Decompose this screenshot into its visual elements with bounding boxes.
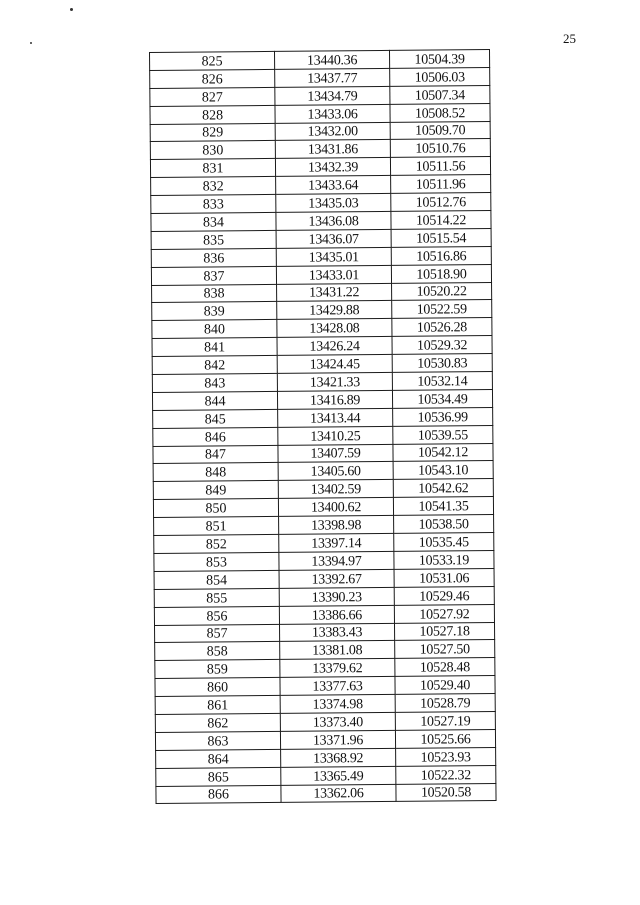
point-number-cell: 828	[150, 105, 275, 124]
x-coordinate-cell: 13377.63	[280, 677, 395, 696]
point-number-cell: 827	[150, 87, 275, 106]
y-coordinate-cell: 10511.56	[390, 157, 490, 176]
point-number-cell: 851	[154, 517, 279, 536]
point-number-cell: 841	[152, 338, 277, 357]
y-coordinate-cell: 10527.19	[395, 711, 495, 730]
scan-speck	[70, 8, 73, 11]
point-number-cell: 846	[153, 427, 278, 446]
point-number-cell: 859	[155, 660, 280, 679]
scan-speck	[30, 42, 32, 44]
point-number-cell: 853	[154, 552, 279, 571]
table-row	[151, 228, 491, 249]
x-coordinate-cell: 13410.25	[278, 426, 393, 445]
y-coordinate-cell: 10527.50	[395, 640, 495, 659]
y-coordinate-cell: 10531.06	[394, 568, 494, 587]
x-coordinate-cell: 13431.86	[275, 140, 390, 159]
y-coordinate-cell: 10507.34	[390, 85, 490, 104]
y-coordinate-cell: 10526.28	[392, 318, 492, 337]
table-row	[152, 336, 492, 357]
x-coordinate-cell: 13429.88	[277, 301, 392, 320]
y-coordinate-cell: 10515.54	[391, 228, 491, 247]
point-number-cell: 852	[154, 534, 279, 553]
table-row	[150, 121, 490, 142]
table-row	[155, 729, 495, 750]
table-row	[151, 175, 491, 196]
y-coordinate-cell: 10518.90	[391, 264, 491, 283]
table-row	[153, 497, 493, 518]
table-row	[154, 550, 494, 571]
table-row	[154, 586, 494, 607]
point-number-cell: 860	[155, 678, 280, 697]
y-coordinate-cell: 10543.10	[393, 461, 493, 480]
y-coordinate-cell: 10506.03	[390, 67, 490, 86]
table-row	[156, 783, 496, 804]
y-coordinate-cell: 10522.59	[392, 300, 492, 319]
x-coordinate-cell: 13435.01	[276, 247, 391, 266]
y-coordinate-cell: 10509.70	[390, 121, 490, 140]
point-number-cell: 833	[151, 195, 276, 214]
point-number-cell: 857	[155, 624, 280, 643]
x-coordinate-cell: 13428.08	[277, 319, 392, 338]
y-coordinate-cell: 10536.99	[393, 407, 493, 426]
y-coordinate-cell: 10542.62	[393, 479, 493, 498]
x-coordinate-cell: 13434.79	[275, 86, 390, 105]
y-coordinate-cell: 10527.92	[394, 604, 494, 623]
x-coordinate-cell: 13368.92	[281, 748, 396, 767]
point-number-cell: 842	[152, 356, 277, 375]
y-coordinate-cell: 10523.93	[396, 747, 496, 766]
table-row	[152, 372, 492, 393]
x-coordinate-cell: 13432.39	[275, 158, 390, 177]
table-row	[154, 533, 494, 554]
table-row	[155, 676, 495, 697]
point-number-cell: 858	[155, 642, 280, 661]
point-number-cell: 831	[150, 159, 275, 178]
table-row	[151, 264, 491, 285]
table-row	[155, 711, 495, 732]
table-row	[150, 85, 490, 106]
y-coordinate-cell: 10529.40	[395, 676, 495, 695]
y-coordinate-cell: 10533.19	[394, 550, 494, 569]
x-coordinate-cell: 13437.77	[275, 68, 390, 87]
x-coordinate-cell: 13365.49	[281, 766, 396, 785]
point-number-cell: 837	[151, 266, 276, 285]
x-coordinate-cell: 13381.08	[280, 641, 395, 660]
x-coordinate-cell: 13379.62	[280, 659, 395, 678]
x-coordinate-cell: 13433.01	[276, 265, 391, 284]
x-coordinate-cell: 13432.00	[275, 122, 390, 141]
x-coordinate-cell: 13433.06	[275, 104, 390, 123]
y-coordinate-cell: 10532.14	[392, 372, 492, 391]
x-coordinate-cell: 13426.24	[277, 337, 392, 356]
point-number-cell: 832	[151, 177, 276, 196]
table-row	[153, 407, 493, 428]
y-coordinate-cell: 10538.50	[394, 515, 494, 534]
y-coordinate-cell: 10522.32	[396, 765, 496, 784]
point-number-cell: 829	[150, 123, 275, 142]
table-row	[151, 193, 491, 214]
y-coordinate-cell: 10528.48	[395, 658, 495, 677]
y-coordinate-cell: 10541.35	[393, 497, 493, 516]
y-coordinate-cell: 10514.22	[391, 211, 491, 230]
x-coordinate-cell: 13374.98	[280, 694, 395, 713]
point-number-cell: 845	[153, 409, 278, 428]
x-coordinate-cell: 13421.33	[277, 372, 392, 391]
table-row	[154, 515, 494, 536]
table-row	[156, 765, 496, 786]
point-number-cell: 835	[151, 230, 276, 249]
x-coordinate-cell: 13397.14	[279, 533, 394, 552]
point-number-cell: 843	[152, 373, 277, 392]
point-number-cell: 825	[150, 51, 275, 70]
table-row	[152, 282, 492, 303]
point-number-cell: 840	[152, 320, 277, 339]
x-coordinate-cell: 13400.62	[278, 498, 393, 517]
y-coordinate-cell: 10504.39	[389, 50, 489, 69]
point-number-cell: 856	[154, 606, 279, 625]
y-coordinate-cell: 10542.12	[393, 443, 493, 462]
table-row	[150, 50, 490, 71]
y-coordinate-cell: 10520.58	[396, 783, 496, 802]
x-coordinate-cell: 13416.89	[277, 390, 392, 409]
x-coordinate-cell: 13433.64	[276, 176, 391, 195]
point-number-cell: 844	[152, 391, 277, 410]
x-coordinate-cell: 13362.06	[281, 784, 396, 803]
table-row	[156, 747, 496, 768]
table-row	[152, 389, 492, 410]
y-coordinate-cell: 10539.55	[393, 425, 493, 444]
y-coordinate-cell: 10535.45	[394, 533, 494, 552]
x-coordinate-cell: 13402.59	[278, 480, 393, 499]
point-number-cell: 864	[156, 749, 281, 768]
table-row	[155, 622, 495, 643]
y-coordinate-cell: 10510.76	[390, 139, 490, 158]
y-coordinate-cell: 10520.22	[392, 282, 492, 301]
x-coordinate-cell: 13394.97	[279, 551, 394, 570]
table-row	[154, 604, 494, 625]
y-coordinate-cell: 10528.79	[395, 694, 495, 713]
x-coordinate-cell: 13440.36	[274, 50, 389, 69]
point-number-cell: 836	[151, 248, 276, 267]
x-coordinate-cell: 13435.03	[276, 194, 391, 213]
point-number-cell: 862	[155, 713, 280, 732]
point-number-cell: 855	[154, 588, 279, 607]
x-coordinate-cell: 13431.22	[277, 283, 392, 302]
y-coordinate-cell: 10529.46	[394, 586, 494, 605]
x-coordinate-cell: 13436.07	[276, 229, 391, 248]
y-coordinate-cell: 10525.66	[395, 729, 495, 748]
y-coordinate-cell: 10530.83	[392, 354, 492, 373]
point-number-cell: 866	[156, 785, 281, 804]
point-number-cell: 826	[150, 69, 275, 88]
x-coordinate-cell: 13386.66	[279, 605, 394, 624]
point-number-cell: 865	[156, 767, 281, 786]
x-coordinate-cell: 13407.59	[278, 444, 393, 463]
point-number-cell: 838	[152, 284, 277, 303]
x-coordinate-cell: 13373.40	[280, 712, 395, 731]
x-coordinate-cell: 13413.44	[278, 408, 393, 427]
y-coordinate-cell: 10534.49	[392, 389, 492, 408]
table-row	[153, 479, 493, 500]
point-number-cell: 848	[153, 463, 278, 482]
point-number-cell: 839	[152, 302, 277, 321]
x-coordinate-cell: 13424.45	[277, 355, 392, 374]
coordinate-table	[149, 49, 497, 804]
point-number-cell: 849	[153, 481, 278, 500]
table-row	[150, 67, 490, 88]
table-row	[155, 640, 495, 661]
point-number-cell: 850	[153, 499, 278, 518]
x-coordinate-cell: 13405.60	[278, 462, 393, 481]
x-coordinate-cell: 13390.23	[279, 587, 394, 606]
table-row	[153, 461, 493, 482]
y-coordinate-cell: 10516.86	[391, 246, 491, 265]
y-coordinate-cell: 10511.96	[391, 175, 491, 194]
point-number-cell: 834	[151, 212, 276, 231]
x-coordinate-cell: 13371.96	[280, 730, 395, 749]
table-row	[151, 211, 491, 232]
point-number-cell: 863	[155, 731, 280, 750]
x-coordinate-cell: 13383.43	[279, 623, 394, 642]
point-number-cell: 854	[154, 570, 279, 589]
page-number: 25	[563, 31, 576, 46]
table-row	[150, 103, 490, 124]
coordinate-table-body	[150, 50, 497, 804]
table-row	[155, 658, 495, 679]
table-row	[154, 568, 494, 589]
y-coordinate-cell: 10527.18	[394, 622, 494, 641]
table-row	[150, 139, 490, 160]
y-coordinate-cell: 10512.76	[391, 193, 491, 212]
x-coordinate-cell: 13436.08	[276, 211, 391, 230]
y-coordinate-cell: 10508.52	[390, 103, 490, 122]
table-row	[152, 354, 492, 375]
point-number-cell: 847	[153, 445, 278, 464]
table-row	[151, 246, 491, 267]
table-row	[155, 694, 495, 715]
table-row	[152, 318, 492, 339]
table-row	[153, 425, 493, 446]
table-row	[150, 157, 490, 178]
coordinate-table-wrapper	[149, 49, 496, 804]
table-row	[153, 443, 493, 464]
table-row	[152, 300, 492, 321]
x-coordinate-cell: 13398.98	[279, 516, 394, 535]
point-number-cell: 861	[155, 695, 280, 714]
x-coordinate-cell: 13392.67	[279, 569, 394, 588]
point-number-cell: 830	[150, 141, 275, 160]
y-coordinate-cell: 10529.32	[392, 336, 492, 355]
